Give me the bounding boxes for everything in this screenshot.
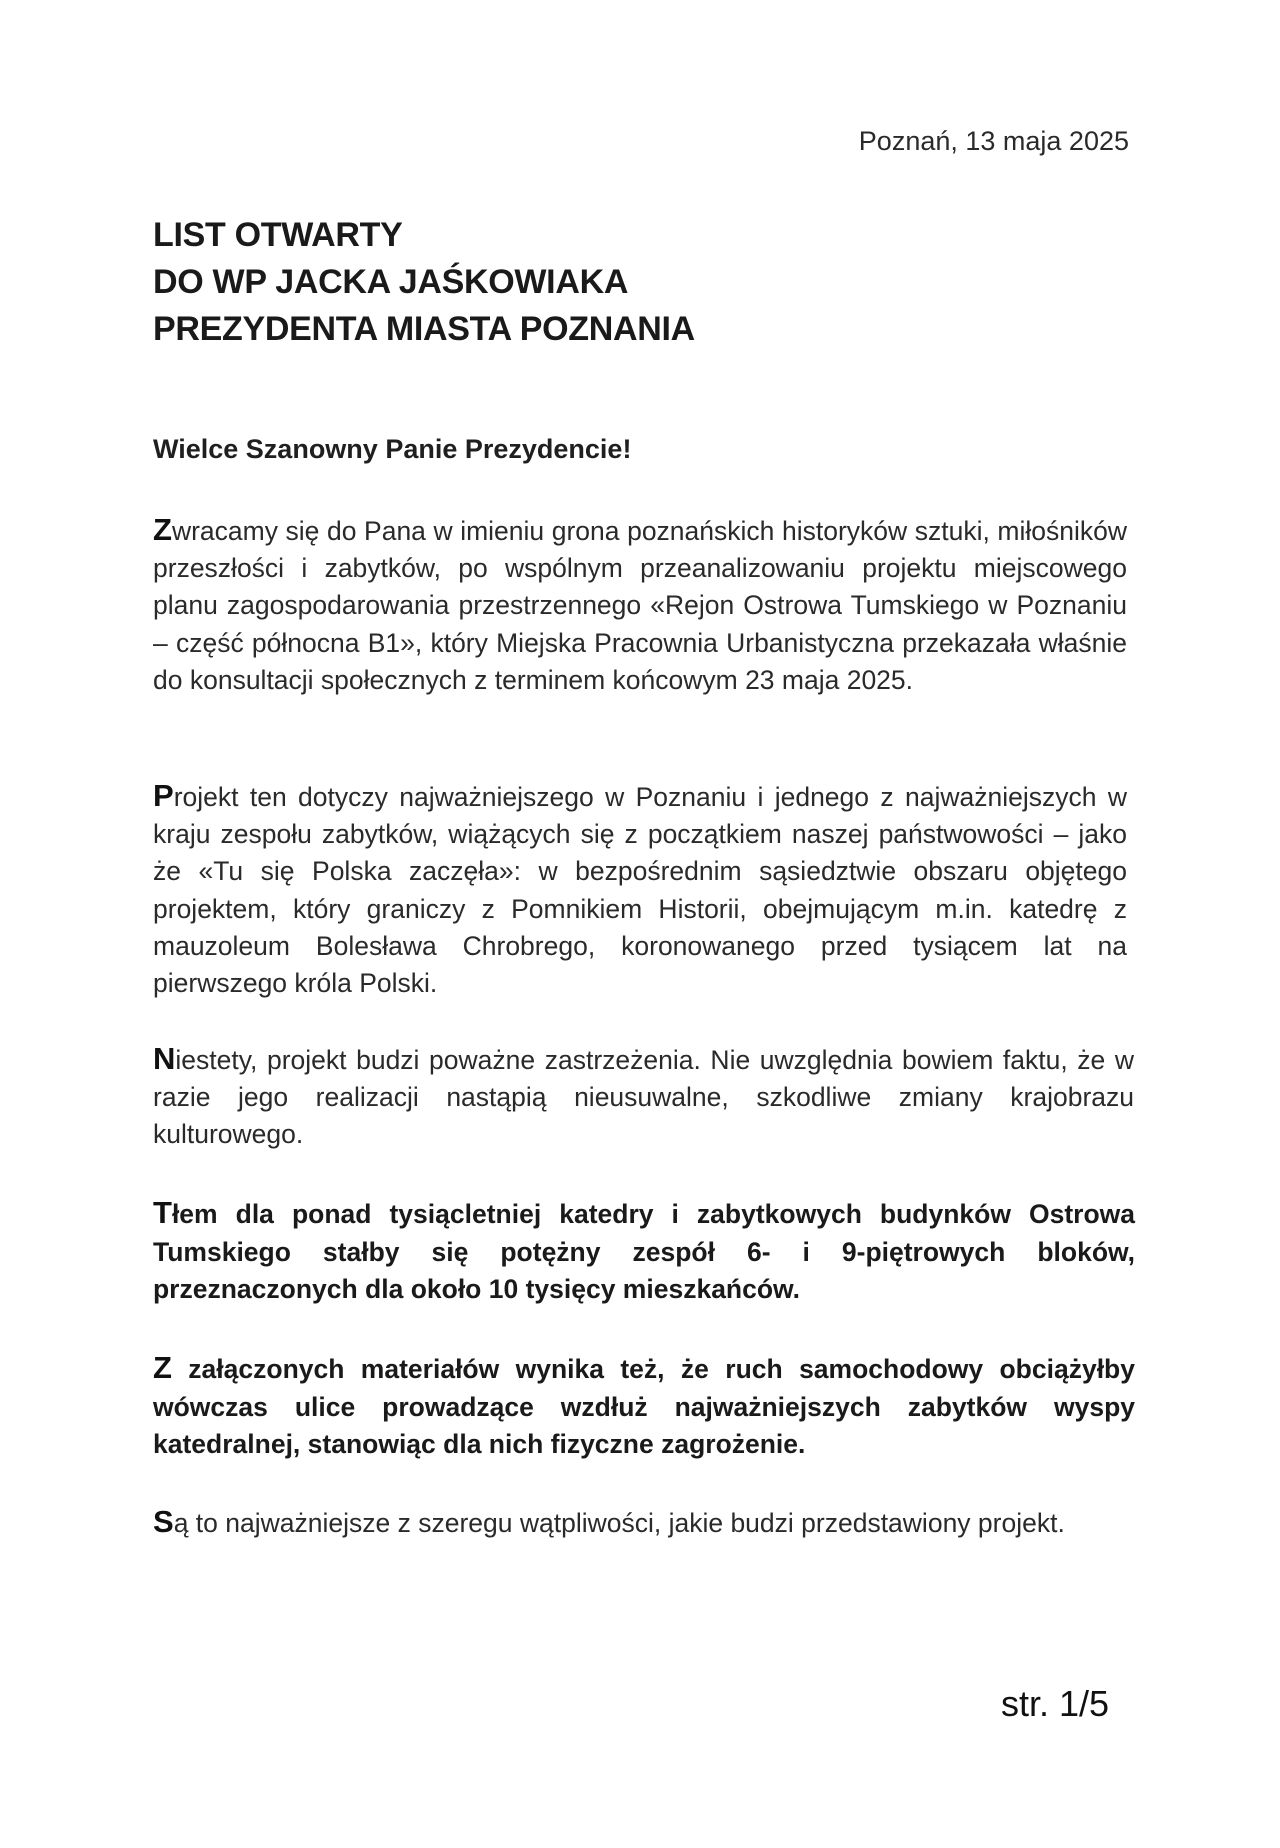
paragraph-concerns: Niestety, projekt budzi poważne zastrzeżenia. Nie uwzględnia bowiem faktu, że w razie jego realizacji nastąpią nieusuwalne, szkodliwe zmiany krajobrazu kulturowego.	[153, 1041, 1134, 1150]
letter-title	[153, 212, 695, 353]
paragraph-introduction: Zwracamy się do Pana w imieniu grona poznańskich historyków sztuki, miłośników przeszłości i zabytków, po wspólnym przeanalizowaniu projektu miejscowego planu zagospodarowania przestrzennego «Rejon Ostrowa Tumskiego w Poznaniu – część północna B1», który Miejska Pracownia Urbanistyczna przekazała właśnie do konsultacji społecznych z terminem końcowym 23 maja 2025.	[153, 512, 1127, 695]
title-line-1: LIST OTWARTY	[153, 216, 403, 254]
paragraph-project-scope: Projekt ten dotyczy najważniejszego w Poznaniu i jednego z najważniejszych w kraju zespołu zabytków, wiążących się z początkiem naszej państwowości – jako że «Tu się Polska zaczęła»: w bezpośrednim sąsiedztwie obszaru objętego projektem, który graniczy z Pomnikiem Historii, obejmującym m.in. katedrę z mauzoleum Bolesława Chrobrego, koronowanego przed tysiącem lat na pierwszego króla Polski.	[153, 778, 1127, 999]
paragraph-blocks-concern: Tłem dla ponad tysiącletniej katedry i zabytkowych budynków Ostrowa Tumskiego stałby się potężny zespół 6- i 9-piętrowych bloków, przeznaczonych dla około 10 tysięcy mieszkańców.	[153, 1195, 1135, 1304]
letter-greeting: Wielce Szanowny Panie Prezydencie!	[153, 434, 632, 464]
page-number: str. 1/5	[1000, 1683, 1109, 1724]
title-line-2: DO WP JACKA JAŚKOWIAKA	[153, 263, 629, 301]
title-line-3: PREZYDENTA MIASTA POZNANIA	[153, 310, 695, 348]
paragraph-traffic-concern: Z załączonych materiałów wynika też, że ruch samochodowy obciążyłby wówczas ulice prowadzące wzdłuż najważniejszych zabytków wyspy katedralnej, stanowiąc dla nich fizyczne zagrożenie.	[153, 1350, 1135, 1459]
letter-date: Poznań, 13 maja 2025	[858, 126, 1129, 156]
paragraph-summary: Są to najważniejsze z szeregu wątpliwości, jakie budzi przedstawiony projekt.	[153, 1504, 1065, 1539]
